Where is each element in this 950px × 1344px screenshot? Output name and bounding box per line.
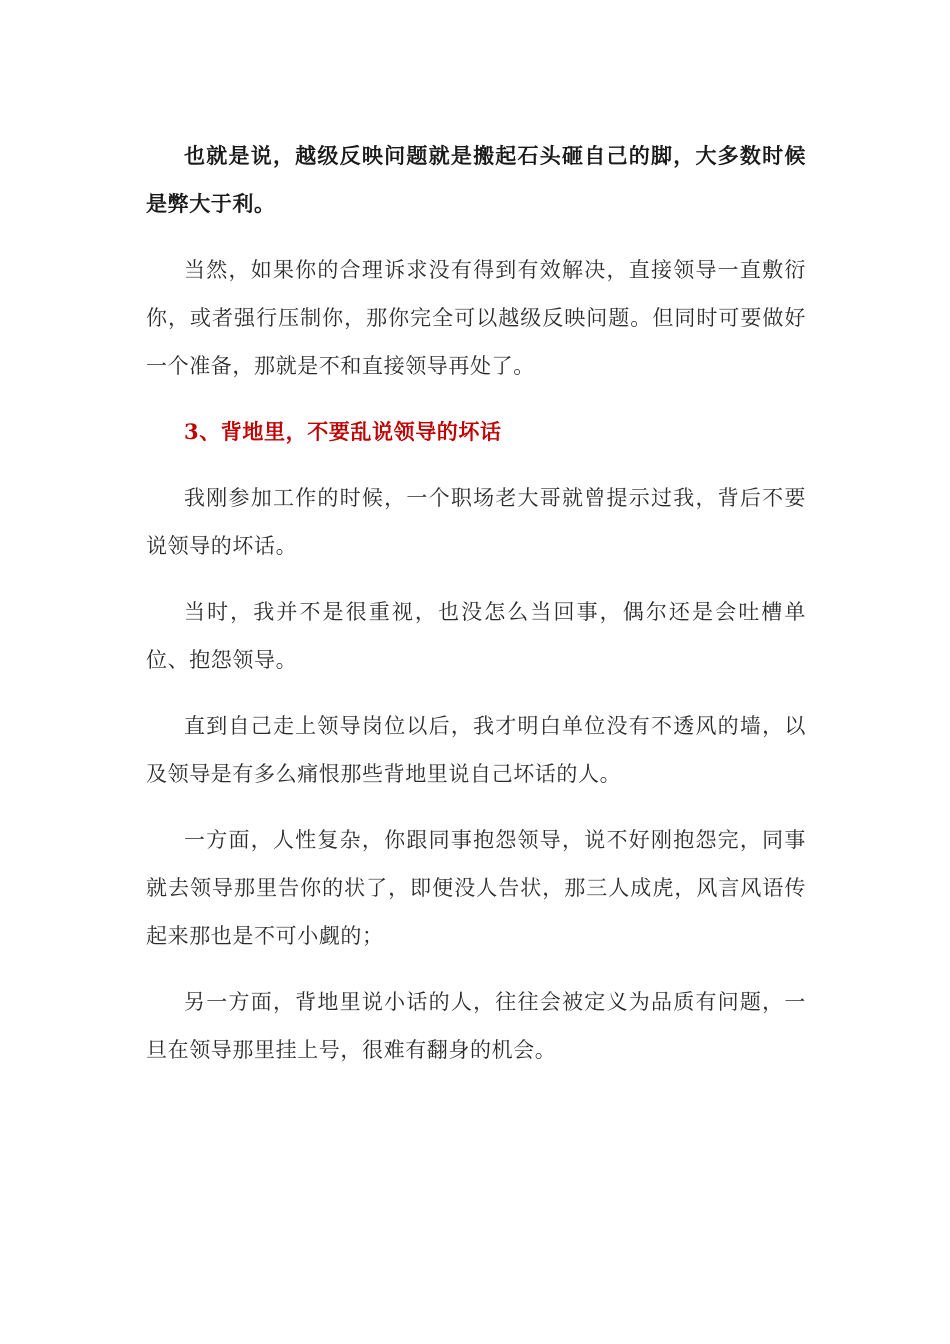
paragraph-first-reason: 一方面，人性复杂，你跟同事抱怨领导，说不好刚抱怨完，同事就去领导那里告你的状了，即便没人告状，那三人成虎，风言风语传起来那也是不可小觑的； xyxy=(146,828,806,948)
paragraph-past: 当时，我并不是很重视，也没怎么当回事，偶尔还是会吐槽单位、抱怨领导。 xyxy=(146,600,806,672)
paragraph-conclusion: 也就是说，越级反映问题就是搬起石头砸自己的脚，大多数时候是弊大于利。 xyxy=(146,143,806,216)
section-heading: 3、背地里，不要乱说领导的坏话 xyxy=(184,419,502,444)
paragraph-exception: 当然，如果你的合理诉求没有得到有效解决，直接领导一直敷衍你，或者强行压制你，那你完全可以越级反映问题。但同时可要做好一个准备，那就是不和直接领导再处了。 xyxy=(146,258,806,378)
paragraph-advice: 我刚参加工作的时候，一个职场老大哥就曾提示过我，背后不要说领导的坏话。 xyxy=(146,486,806,558)
document-body xyxy=(146,132,806,1092)
paragraph-realization: 直到自己走上领导岗位以后，我才明白单位没有不透风的墙，以及领导是有多么痛恨那些背地里说自己坏话的人。 xyxy=(146,714,806,786)
paragraph-second-reason: 另一方面，背地里说小话的人，往往会被定义为品质有问题，一旦在领导那里挂上号，很难有翻身的机会。 xyxy=(146,990,806,1062)
